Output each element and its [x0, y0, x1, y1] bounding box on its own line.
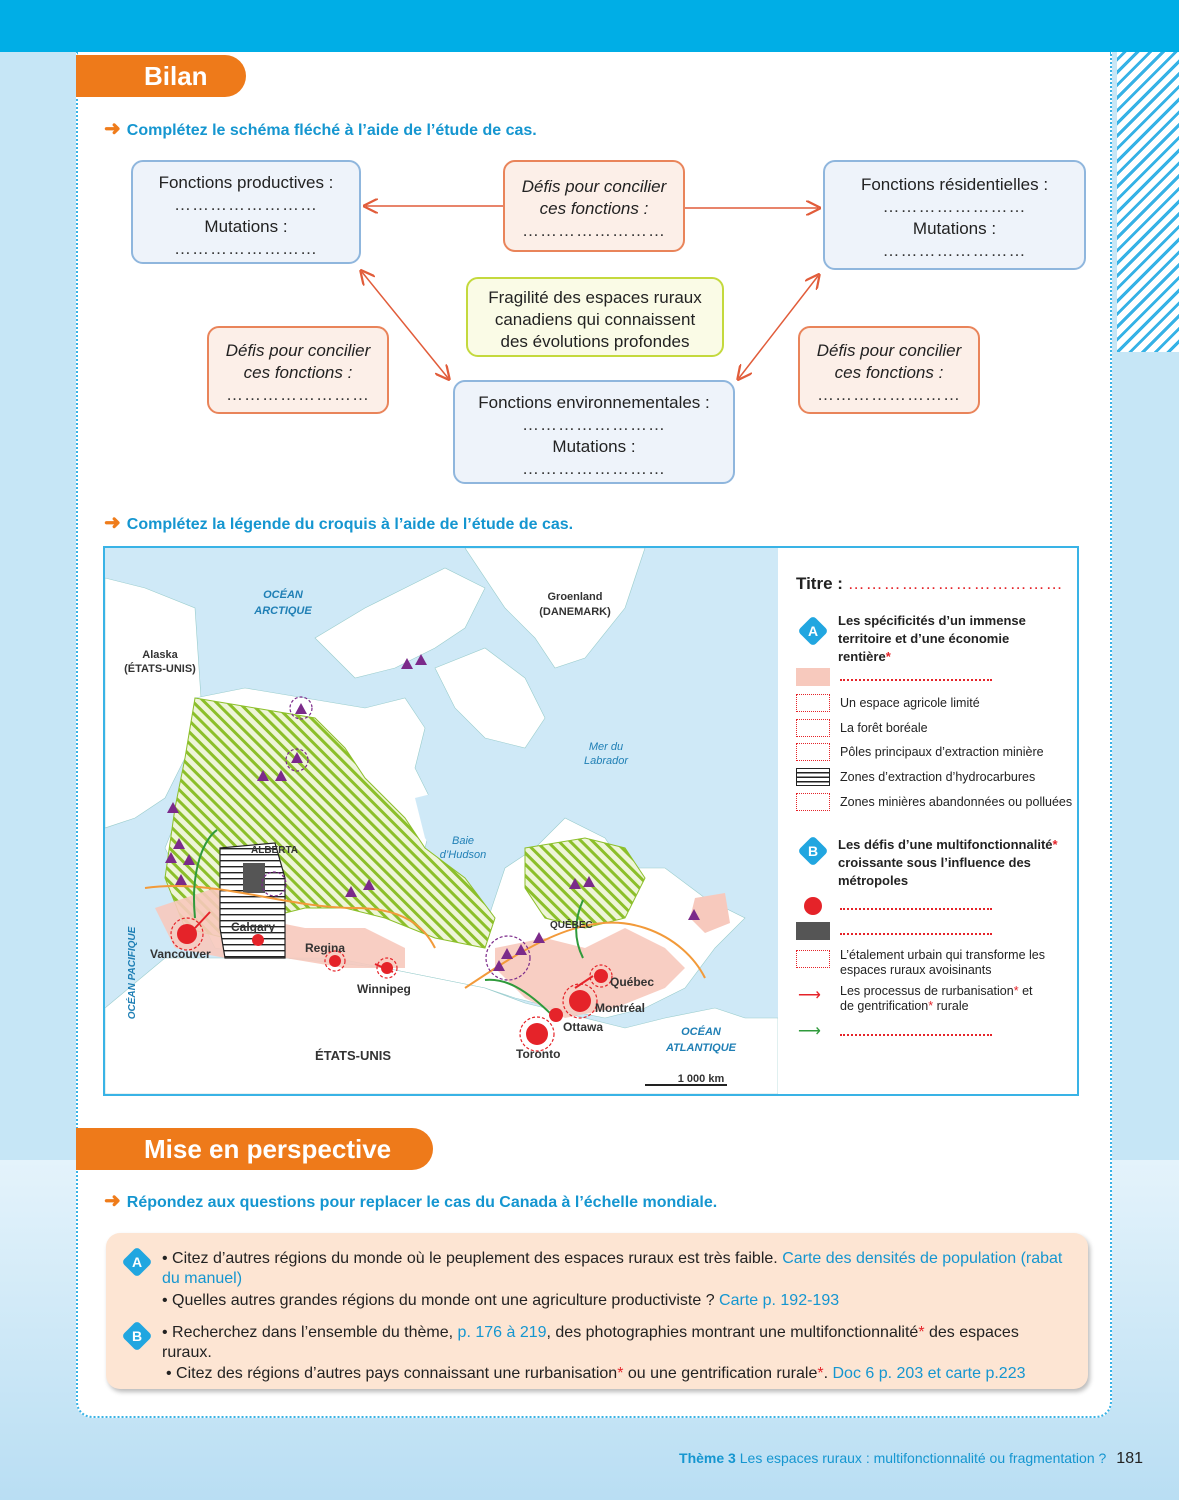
label-montreal: Montréal — [595, 1001, 646, 1015]
legend-swatch-hydro — [796, 768, 830, 786]
environnementales-mutations: Mutations : — [552, 437, 636, 456]
legend-label-forest: La forêt boréale — [840, 721, 928, 735]
canada-map — [105, 548, 778, 1094]
environnementales-dots: …………………… — [522, 415, 666, 434]
box-fonctions-environnementales — [453, 380, 735, 484]
questions-box — [106, 1233, 1088, 1389]
legend-label-red-arrow — [840, 984, 1033, 1014]
fragilite-line3: des évolutions profondes — [500, 332, 690, 351]
question-badge-a-letter: A — [131, 1254, 143, 1270]
environnementales-mutations-dots: …………………… — [522, 459, 666, 478]
label-ocean-arctique-2: ARCTIQUE — [254, 605, 312, 617]
productives-dots: …………………… — [174, 195, 318, 214]
defis-top-line1: Défis pour concilier — [521, 177, 667, 196]
star-marker: * — [617, 1365, 624, 1382]
legend-swatch-empty — [796, 719, 830, 737]
defis-left-line2: ces fonctions : — [243, 363, 353, 382]
instruction-perspective-text: Répondez aux questions pour replacer le cas du Canada à l’échelle mondiale. — [126, 1194, 718, 1211]
label-groenland-1: Groenland — [547, 591, 603, 603]
legend-label-hydro: Zones d’extraction d’hydrocarbures — [840, 770, 1036, 784]
label-ocean-arctique-1: OCÉAN — [263, 589, 303, 601]
legend-section-b — [838, 836, 1058, 890]
legend-fill-blank — [840, 1024, 992, 1036]
question-b1-text-b: , des photographies montrant une multifonctionnalité — [546, 1324, 919, 1341]
fragilite-line2: canadiens qui connaissent — [494, 310, 696, 329]
question-b1 — [162, 1323, 1068, 1363]
label-baie-hudson-2: d’Hudson — [439, 849, 487, 861]
defis-left-line1: Défis pour concilier — [225, 341, 371, 360]
defis-right-dots: …………………… — [817, 385, 961, 404]
defis-left-dots: …………………… — [226, 385, 370, 404]
residentielles-title: Fonctions résidentielles : — [860, 175, 1049, 194]
legend-title — [796, 574, 1064, 594]
legend-swatch-empty — [796, 694, 830, 712]
question-b2-text-a: • Citez des régions d’autres pays connaissant une rurbanisation — [166, 1365, 618, 1382]
question-b2-text-b: ou une gentrification rurale — [623, 1365, 818, 1382]
bilan-tab: Bilan — [76, 55, 246, 97]
box-fonctions-productives — [131, 160, 361, 264]
red-arrow-icon: ⟶ — [798, 987, 821, 1004]
city-toronto — [526, 1023, 548, 1045]
legend-swatch-pink — [796, 668, 830, 686]
productives-title: Fonctions productives : — [158, 173, 334, 192]
legend-swatch-gray — [796, 922, 830, 940]
mise-en-perspective-tab: Mise en perspective — [76, 1128, 433, 1170]
productives-mutations: Mutations : — [204, 217, 288, 236]
label-vancouver: Vancouver — [150, 947, 211, 961]
label-ocean-atlantique-2: ATLANTIQUE — [665, 1042, 737, 1054]
legend-swatch-empty — [796, 950, 830, 968]
label-regina: Regina — [305, 941, 346, 955]
label-alaska-1: Alaska — [142, 649, 178, 661]
legend-section-a-line1: Les spécificités d’un immense — [838, 613, 1026, 628]
legend-city-dot — [804, 897, 822, 915]
label-quebec-province: QUÉBEC — [550, 920, 593, 931]
label-calgary: Calgary — [231, 920, 276, 934]
environnementales-title: Fonctions environnementales : — [478, 393, 710, 412]
question-badge-b — [121, 1320, 152, 1351]
question-b2-text-c: . — [823, 1365, 829, 1382]
question-b1-text-a: • Recherchez dans l’ensemble du thème, — [162, 1324, 454, 1341]
legend-label-mines: Pôles principaux d’extraction minière — [840, 745, 1044, 759]
label-ocean-pacifique: OCÉAN PACIFIQUE — [127, 926, 138, 1020]
legend-sprawl-line2: espaces ruraux avoisinants — [840, 963, 992, 977]
question-badge-a — [121, 1246, 152, 1277]
legend-label-abandoned: Zones minières abandonnées ou polluées — [840, 795, 1073, 809]
box-defis-right — [798, 326, 980, 414]
label-scale: 1 000 km — [677, 1073, 725, 1085]
footer-theme: Thème 3 — [679, 1450, 736, 1466]
legend-section-b-line1: Les défis d’une multifonctionnalité — [838, 837, 1053, 852]
label-mer-labrador-1: Mer du — [588, 741, 624, 753]
question-a1-ref: Carte des densités de population (rabat du manuel) — [162, 1250, 1063, 1287]
city-winnipeg — [381, 962, 393, 974]
legend-red-line2: de gentrification — [840, 999, 929, 1013]
legend-label-agri: Un espace agricole limité — [840, 696, 980, 710]
label-quebec-city: Québec — [610, 975, 655, 989]
city-quebec — [594, 969, 608, 983]
legend-badge-b — [797, 835, 828, 866]
legend-fill-blank — [840, 898, 992, 910]
legend-label-sprawl — [840, 948, 1045, 978]
label-alaska-2: (ÉTATS-UNIS) — [124, 663, 196, 675]
question-a1 — [162, 1249, 1068, 1289]
legend-sprawl-line1: L’étalement urbain qui transforme les — [840, 948, 1045, 962]
label-mer-labrador-2: Labrador — [583, 755, 629, 767]
legend-red-line1: Les processus de rurbanisation — [840, 984, 1014, 998]
question-a2-text: • Quelles autres grandes régions du monde ont une agriculture productiviste ? — [162, 1292, 715, 1309]
instruction-map — [104, 510, 573, 535]
legend-swatch-empty — [796, 793, 830, 811]
legend-fill-blank — [840, 669, 992, 681]
boreal-forest-east — [525, 838, 645, 928]
residentielles-dots: …………………… — [882, 197, 1027, 216]
defis-top-dots: …………………… — [522, 221, 666, 240]
city-montreal — [569, 990, 591, 1012]
arrow-right-icon: ➜ — [104, 118, 121, 140]
map-legend — [780, 548, 1077, 1094]
question-badge-b-letter: B — [131, 1328, 143, 1344]
legend-badge-b-letter: B — [807, 843, 819, 859]
legend-title-dots: ……………………………… — [847, 574, 1064, 593]
question-b2 — [166, 1364, 1068, 1384]
defis-top-line2: ces fonctions : — [539, 199, 649, 218]
footer-text: Les espaces ruraux : multifonctionnalité ou fragmentation ? — [739, 1450, 1107, 1466]
star-marker: * — [928, 999, 934, 1013]
city-ottawa — [549, 1008, 563, 1022]
city-vancouver — [177, 924, 197, 944]
label-etats-unis: ÉTATS-UNIS — [314, 1048, 392, 1063]
label-toronto: Toronto — [516, 1047, 561, 1061]
label-winnipeg: Winnipeg — [357, 982, 411, 996]
legend-swatch-empty — [796, 743, 830, 761]
question-b1-ref: p. 176 à 219 — [457, 1324, 547, 1341]
star-marker: * — [1052, 837, 1058, 852]
city-regina — [329, 955, 341, 967]
instruction-perspective — [104, 1188, 717, 1213]
star-marker: * — [1013, 984, 1019, 998]
arrow-right-icon: ➜ — [104, 1190, 121, 1212]
star-marker: * — [885, 649, 891, 664]
legend-section-a-line2: territoire et d’une économie — [838, 631, 1010, 646]
label-groenland-2: (DANEMARK) — [539, 606, 611, 618]
legend-section-b-line2: croissante sous l’influence des — [838, 855, 1031, 870]
label-alberta: ALBERTA — [251, 845, 299, 856]
defis-right-line1: Défis pour concilier — [816, 341, 962, 360]
legend-red-line1b: et — [1018, 984, 1033, 998]
box-defis-top — [503, 160, 685, 252]
defis-right-line2: ces fonctions : — [834, 363, 944, 382]
arrow-right-icon: ➜ — [104, 512, 121, 534]
page-footer — [679, 1450, 1143, 1468]
residentielles-mutations: Mutations : — [912, 219, 997, 238]
star-marker: * — [817, 1365, 824, 1382]
box-defis-left — [207, 326, 389, 414]
city-calgary — [252, 934, 264, 946]
star-marker: * — [918, 1324, 925, 1341]
legend-section-b-line3: métropoles — [838, 873, 909, 888]
legend-badge-a-letter: A — [807, 623, 819, 639]
legend-title-label: Titre : — [796, 574, 843, 593]
legend-badge-a — [797, 615, 828, 646]
fragilite-line1: Fragilité des espaces ruraux — [488, 288, 702, 307]
green-arrow-icon: ⟶ — [798, 1023, 821, 1040]
label-ocean-atlantique-1: OCÉAN — [681, 1026, 721, 1038]
label-baie-hudson-1: Baie — [451, 835, 475, 847]
question-a2-ref: Carte p. 192-193 — [719, 1292, 840, 1309]
box-fonctions-residentielles — [823, 160, 1086, 270]
page-number: 181 — [1116, 1450, 1143, 1467]
legend-section-a-line3: rentière — [838, 649, 886, 664]
productives-mutations-dots: …………………… — [174, 239, 318, 258]
legend-fill-blank — [840, 923, 992, 935]
legend-red-line2b: rurale — [933, 999, 969, 1013]
urban-gray-zone — [243, 863, 265, 893]
question-a1-text: • Citez d’autres régions du monde où le peuplement des espaces ruraux est très faible. — [162, 1250, 778, 1267]
question-a2 — [162, 1291, 1068, 1311]
instruction-schema-text: Complétez le schéma fléché à l’aide de l’étude de cas. — [126, 122, 537, 139]
residentielles-mutations-dots: …………………… — [882, 241, 1027, 260]
question-b1-text-c: des espaces ruraux. — [162, 1324, 1019, 1361]
legend-section-a — [838, 612, 1026, 666]
label-ottawa: Ottawa — [563, 1020, 604, 1034]
instruction-map-text: Complétez la légende du croquis à l’aide de l’étude de cas. — [126, 516, 574, 533]
question-b2-ref: Doc 6 p. 203 et carte p.223 — [832, 1365, 1026, 1382]
box-fragilite — [466, 277, 724, 357]
